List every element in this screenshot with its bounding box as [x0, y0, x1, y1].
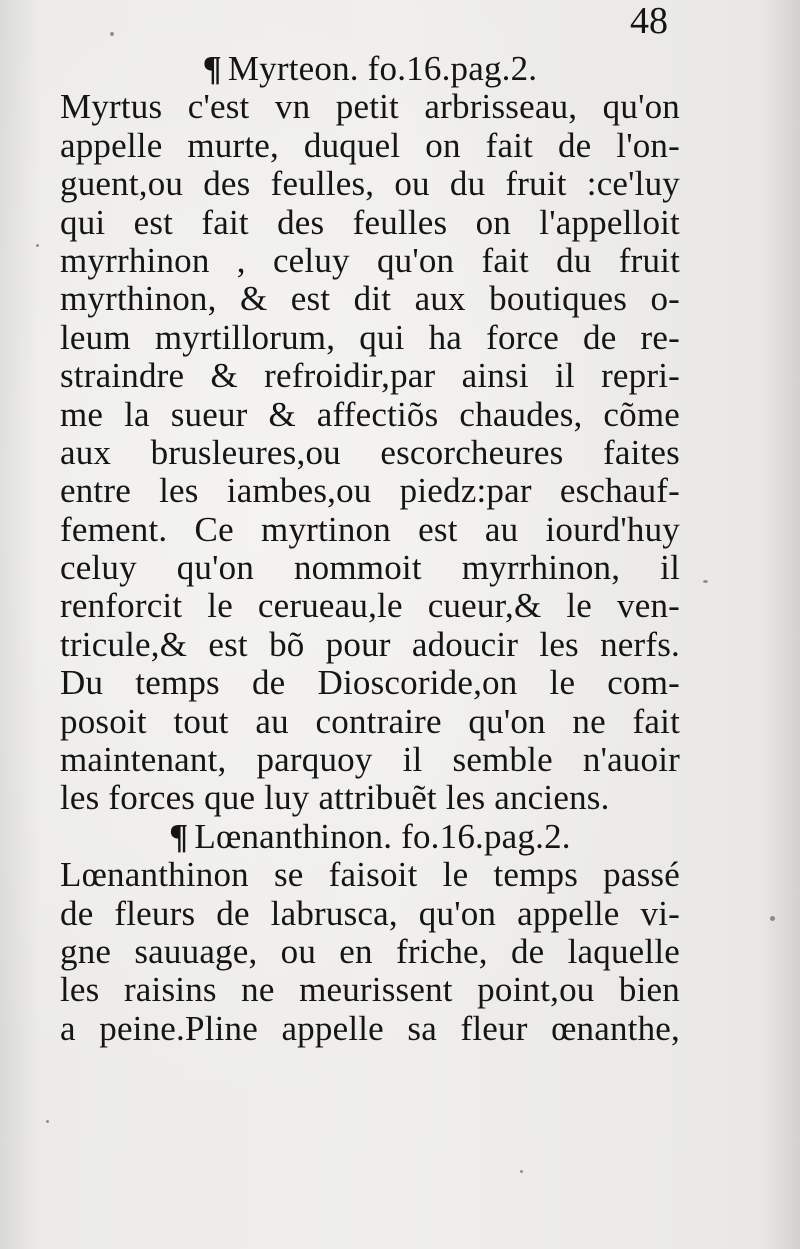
page-text	[60, 50, 680, 1048]
text-line: guent,ou des feulles, ou du fruit :ce'luy	[60, 164, 680, 204]
text-line: myrrhinon , celuy qu'on fait du fruit	[60, 240, 680, 280]
heading-text: Myrteon. fo.16.pag.2.	[227, 49, 538, 88]
text-line: leum myrtillorum, qui ha force de re-	[60, 317, 680, 357]
text-line: les forces que luy attribuẽt les anciens.	[60, 778, 610, 818]
text-line: a peine.Pline appelle sa fleur œnanthe,	[60, 1008, 680, 1048]
text-line: de fleurs de labrusca, qu'on appelle vi-	[60, 893, 680, 933]
text-line: posoit tout au contraire qu'on ne fait	[60, 701, 680, 741]
text-line: Myrtus c'est vn petit arbrisseau, qu'on	[60, 87, 680, 127]
heading-text: Lœnanthinon. fo.16.pag.2.	[194, 816, 571, 856]
text-line: entre les iambes,ou piedz:par eschauf-	[60, 471, 680, 511]
paper-speck	[703, 580, 708, 583]
paper-speck	[770, 916, 775, 921]
text-line: tricule,& est bõ pour adoucir les nerfs.	[60, 624, 680, 664]
paper-speck	[46, 1120, 49, 1123]
text-line: maintenant, parquoy il semble n'auoir	[60, 740, 680, 780]
text-line: fement. Ce myrtinon est au iourd'huy	[60, 509, 680, 549]
text-line: appelle murte, duquel on fait de l'on-	[60, 125, 680, 165]
text-line: myrthinon, & est dit aux boutiques o-	[60, 279, 680, 319]
pilcrow-mark: ¶	[169, 816, 189, 856]
paper-speck	[36, 244, 39, 247]
section-heading-myrteon	[60, 50, 680, 88]
paper-speck	[520, 1170, 523, 1173]
text-line: straindre & refroidir,par ainsi il repri-	[60, 356, 680, 396]
section-heading-loenanthinon	[60, 818, 680, 856]
text-line: renforcit le cerueau,le cueur,& le ven-	[60, 586, 680, 626]
text-line: aux brusleures,ou escorcheures faites	[60, 432, 680, 472]
text-line: Lœnanthinon se faisoit le temps passé	[60, 855, 680, 895]
page-number: 48	[630, 0, 668, 42]
pilcrow-mark: ¶	[202, 49, 222, 88]
text-line: me la sueur & affectiõs chaudes, cõme	[60, 394, 680, 434]
text-line: Du temps de Dioscoride,on le com-	[60, 663, 680, 703]
text-line: gne sauuage, ou en friche, de laquelle	[60, 931, 680, 971]
text-line: celuy qu'on nommoit myrrhinon, il	[60, 548, 680, 588]
text-line: qui est fait des feulles on l'appelloit	[60, 202, 680, 242]
text-line: les raisins ne meurissent point,ou bien	[60, 970, 680, 1010]
paper-speck	[110, 32, 114, 36]
